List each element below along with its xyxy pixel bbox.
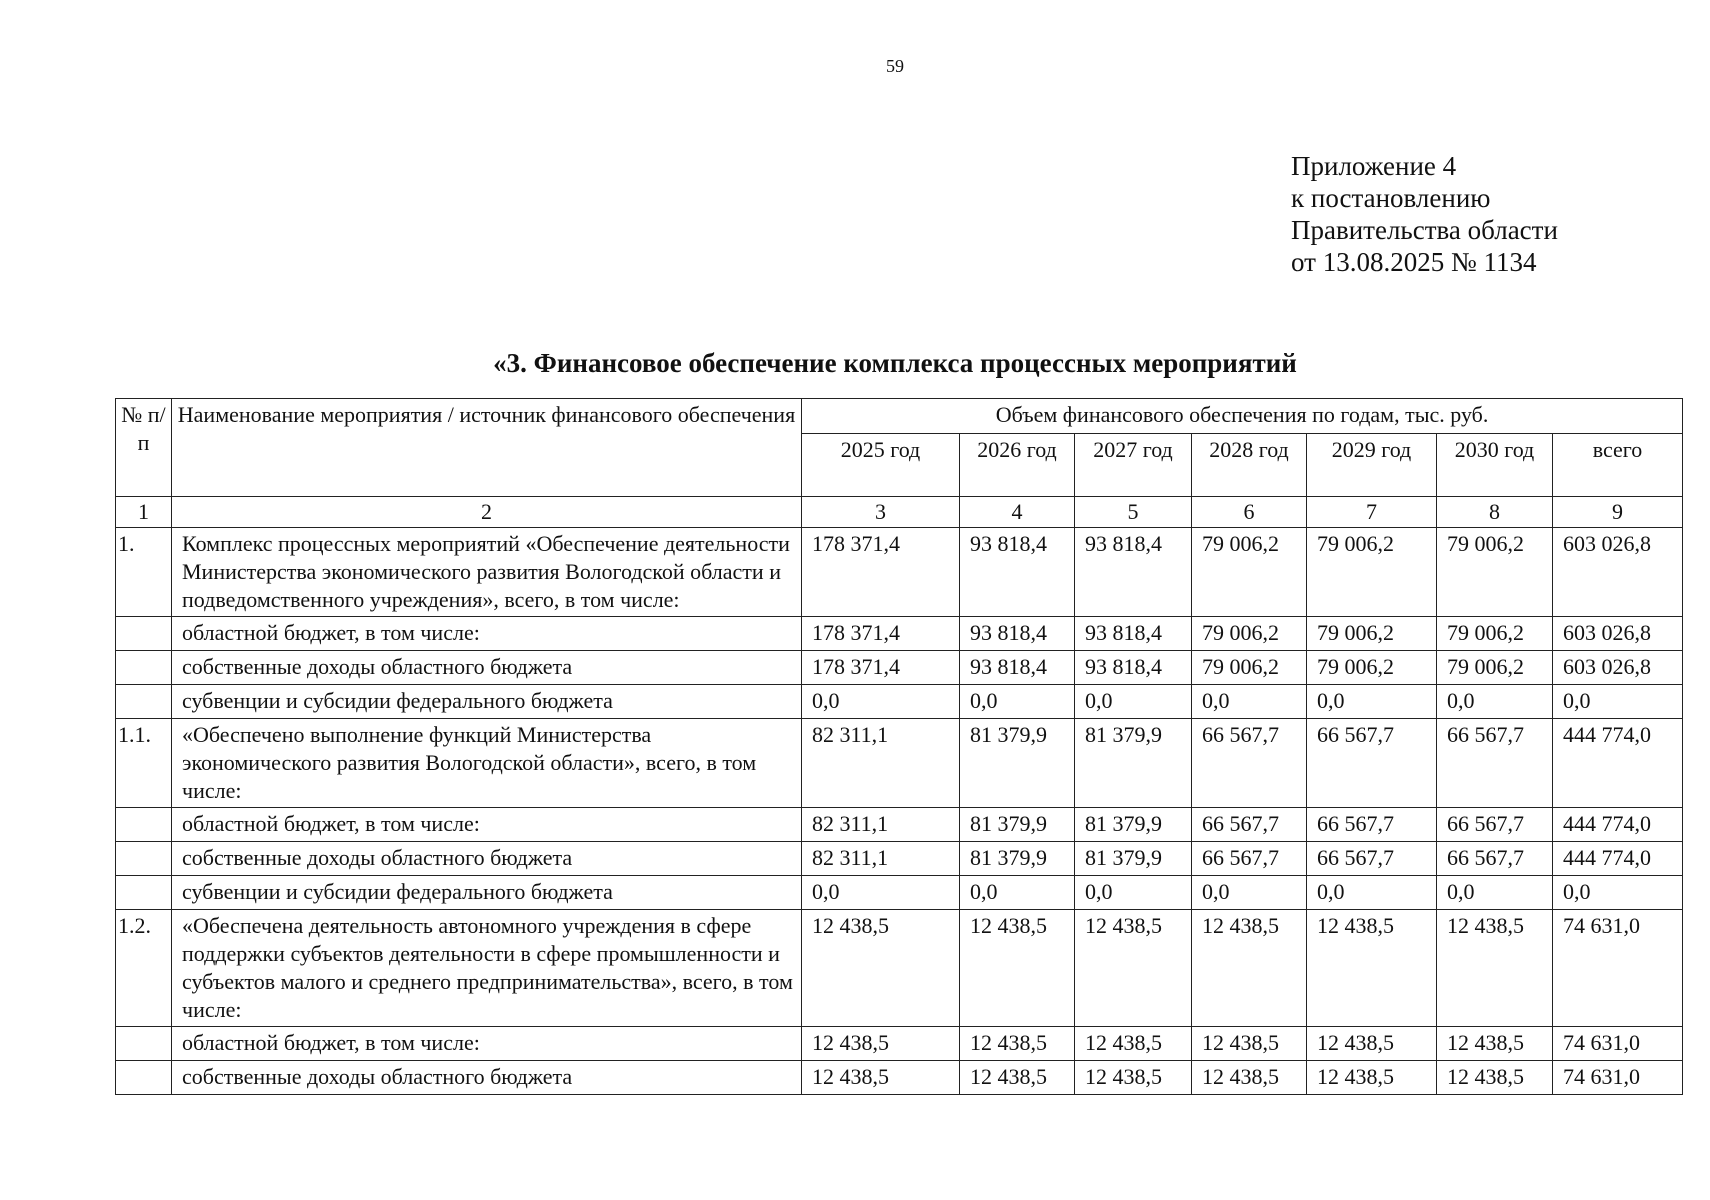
row-year-value: 0,0	[1307, 685, 1437, 719]
row-year-value: 93 818,4	[960, 651, 1075, 685]
header-total: всего	[1553, 434, 1683, 497]
row-year-value: 12 438,5	[1437, 1061, 1553, 1095]
row-year-value: 0,0	[960, 685, 1075, 719]
row-total-value: 444 774,0	[1553, 719, 1683, 808]
row-number	[116, 842, 172, 876]
row-number	[116, 808, 172, 842]
row-year-value: 66 567,7	[1437, 842, 1553, 876]
row-total-value: 74 631,0	[1553, 910, 1683, 1027]
header-year: 2030 год	[1437, 434, 1553, 497]
appendix-line: от 13.08.2025 № 1134	[1291, 247, 1537, 277]
row-name: «Обеспечено выполнение функций Министерства экономического развития Вологодской области», всего, в том числе:	[172, 719, 802, 808]
row-name: Комплекс процессных мероприятий «Обеспечение деятельности Министерства экономического развития Вологодской области и подведомственного учреждения», всего, в том числе:	[172, 528, 802, 617]
row-number	[116, 685, 172, 719]
column-number: 2	[172, 497, 802, 528]
table-row	[116, 617, 1683, 651]
row-year-value: 79 006,2	[1192, 651, 1307, 685]
row-year-value: 66 567,7	[1437, 719, 1553, 808]
row-number	[116, 617, 172, 651]
column-number: 4	[960, 497, 1075, 528]
row-name: субвенции и субсидии федерального бюджета	[172, 685, 802, 719]
row-year-value: 93 818,4	[1075, 617, 1192, 651]
row-year-value: 66 567,7	[1307, 842, 1437, 876]
row-number	[116, 651, 172, 685]
row-year-value: 12 438,5	[1437, 910, 1553, 1027]
row-year-value: 93 818,4	[1075, 651, 1192, 685]
column-number: 1	[116, 497, 172, 528]
row-year-value: 0,0	[1192, 685, 1307, 719]
row-year-value: 79 006,2	[1307, 528, 1437, 617]
row-year-value: 12 438,5	[1192, 910, 1307, 1027]
table-row	[116, 1027, 1683, 1061]
row-year-value: 0,0	[1437, 685, 1553, 719]
column-number: 8	[1437, 497, 1553, 528]
table-body	[116, 528, 1683, 1095]
row-year-value: 0,0	[1075, 685, 1192, 719]
row-year-value: 12 438,5	[802, 910, 960, 1027]
header-year: 2029 год	[1307, 434, 1437, 497]
row-total-value: 444 774,0	[1553, 842, 1683, 876]
row-year-value: 66 567,7	[1307, 808, 1437, 842]
row-year-value: 81 379,9	[1075, 719, 1192, 808]
row-year-value: 79 006,2	[1307, 617, 1437, 651]
row-number: 1.	[116, 528, 172, 617]
row-year-value: 0,0	[802, 685, 960, 719]
row-year-value: 79 006,2	[1437, 617, 1553, 651]
row-year-value: 79 006,2	[1192, 528, 1307, 617]
row-year-value: 12 438,5	[960, 910, 1075, 1027]
row-year-value: 12 438,5	[1075, 1061, 1192, 1095]
appendix-line: Правительства области	[1291, 215, 1558, 245]
header-name: Наименование мероприятия / источник финансового обеспечения	[172, 399, 802, 497]
row-year-value: 81 379,9	[960, 719, 1075, 808]
row-year-value: 66 567,7	[1307, 719, 1437, 808]
row-total-value: 603 026,8	[1553, 617, 1683, 651]
row-year-value: 0,0	[1192, 876, 1307, 910]
row-year-value: 178 371,4	[802, 651, 960, 685]
row-year-value: 12 438,5	[1307, 910, 1437, 1027]
row-year-value: 79 006,2	[1437, 528, 1553, 617]
table-row	[116, 528, 1683, 617]
header-year: 2025 год	[802, 434, 960, 497]
table-row	[116, 1061, 1683, 1095]
header-group: Объем финансового обеспечения по годам, тыс. руб.	[802, 399, 1683, 434]
header-row	[116, 399, 1683, 434]
row-year-value: 0,0	[1307, 876, 1437, 910]
row-year-value: 82 311,1	[802, 719, 960, 808]
row-year-value: 178 371,4	[802, 617, 960, 651]
row-year-value: 12 438,5	[802, 1027, 960, 1061]
row-year-value: 12 438,5	[1075, 910, 1192, 1027]
row-year-value: 0,0	[802, 876, 960, 910]
row-total-value: 0,0	[1553, 876, 1683, 910]
row-name: собственные доходы областного бюджета	[172, 1061, 802, 1095]
row-total-value: 603 026,8	[1553, 528, 1683, 617]
row-year-value: 12 438,5	[1437, 1027, 1553, 1061]
row-year-value: 12 438,5	[1192, 1061, 1307, 1095]
row-name: субвенции и субсидии федерального бюджета	[172, 876, 802, 910]
appendix-block	[1291, 150, 1558, 278]
row-year-value: 81 379,9	[1075, 808, 1192, 842]
row-name: областной бюджет, в том числе:	[172, 1027, 802, 1061]
page-number: 59	[886, 56, 904, 76]
row-total-value: 603 026,8	[1553, 651, 1683, 685]
table-row	[116, 842, 1683, 876]
table-row	[116, 808, 1683, 842]
row-total-value: 74 631,0	[1553, 1061, 1683, 1095]
row-year-value: 93 818,4	[960, 617, 1075, 651]
table-row	[116, 910, 1683, 1027]
column-numbers-row	[116, 497, 1683, 528]
row-year-value: 82 311,1	[802, 808, 960, 842]
table-row	[116, 651, 1683, 685]
header-num: № п/п	[116, 399, 172, 497]
row-name: областной бюджет, в том числе:	[172, 808, 802, 842]
row-year-value: 79 006,2	[1307, 651, 1437, 685]
row-year-value: 12 438,5	[1307, 1027, 1437, 1061]
column-number: 3	[802, 497, 960, 528]
row-year-value: 66 567,7	[1192, 842, 1307, 876]
row-year-value: 81 379,9	[960, 808, 1075, 842]
row-total-value: 74 631,0	[1553, 1027, 1683, 1061]
header-year: 2028 год	[1192, 434, 1307, 497]
row-year-value: 66 567,7	[1437, 808, 1553, 842]
row-year-value: 12 438,5	[960, 1061, 1075, 1095]
row-year-value: 178 371,4	[802, 528, 960, 617]
row-year-value: 12 438,5	[960, 1027, 1075, 1061]
appendix-line: Приложение 4	[1291, 151, 1457, 181]
column-number: 7	[1307, 497, 1437, 528]
row-year-value: 81 379,9	[1075, 842, 1192, 876]
row-name: областной бюджет, в том числе:	[172, 617, 802, 651]
appendix-line: к постановлению	[1291, 183, 1491, 213]
row-name: собственные доходы областного бюджета	[172, 651, 802, 685]
row-year-value: 79 006,2	[1192, 617, 1307, 651]
table-row	[116, 876, 1683, 910]
table-row	[116, 719, 1683, 808]
row-year-value: 66 567,7	[1192, 808, 1307, 842]
row-year-value: 0,0	[1075, 876, 1192, 910]
row-number	[116, 1061, 172, 1095]
row-year-value: 93 818,4	[960, 528, 1075, 617]
table-row	[116, 685, 1683, 719]
row-year-value: 0,0	[960, 876, 1075, 910]
row-year-value: 82 311,1	[802, 842, 960, 876]
row-year-value: 93 818,4	[1075, 528, 1192, 617]
row-name: собственные доходы областного бюджета	[172, 842, 802, 876]
row-total-value: 444 774,0	[1553, 808, 1683, 842]
row-year-value: 0,0	[1437, 876, 1553, 910]
column-number: 5	[1075, 497, 1192, 528]
row-number	[116, 1027, 172, 1061]
column-number: 9	[1553, 497, 1683, 528]
row-year-value: 12 438,5	[1192, 1027, 1307, 1061]
header-year: 2026 год	[960, 434, 1075, 497]
row-number	[116, 876, 172, 910]
row-year-value: 66 567,7	[1192, 719, 1307, 808]
document-title: «3. Финансовое обеспечение комплекса процессных мероприятий	[493, 348, 1297, 378]
row-year-value: 12 438,5	[1075, 1027, 1192, 1061]
row-number: 1.2.	[116, 910, 172, 1027]
row-year-value: 79 006,2	[1437, 651, 1553, 685]
row-year-value: 12 438,5	[802, 1061, 960, 1095]
row-year-value: 81 379,9	[960, 842, 1075, 876]
row-name: «Обеспечена деятельность автономного учреждения в сфере поддержки субъектов деятельности в сфере промышленности и субъектов малого и среднего предпринимательства», всего, в том числе:	[172, 910, 802, 1027]
row-total-value: 0,0	[1553, 685, 1683, 719]
column-number: 6	[1192, 497, 1307, 528]
row-year-value: 12 438,5	[1307, 1061, 1437, 1095]
header-year: 2027 год	[1075, 434, 1192, 497]
financing-table	[115, 398, 1683, 1095]
row-number: 1.1.	[116, 719, 172, 808]
